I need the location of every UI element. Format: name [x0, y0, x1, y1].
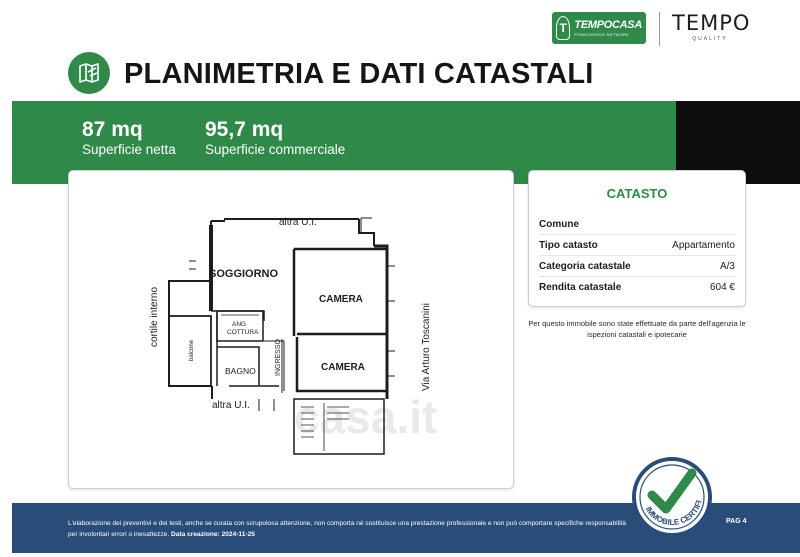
catasto-key: Rendita catastale	[539, 282, 622, 293]
tempocasa-brand-sub: FRANCHISING NETWORK	[574, 31, 630, 37]
footer-line-1: L'elaborazione dei preventivi e dei testi, anche se curata con scrupolosa attenzione, non comporta né sostituisce una prestazione professionale e non può comportare specifiche responsabilità	[68, 520, 627, 527]
footer-created-date: Data creazione: 2024-11-25	[171, 531, 255, 538]
label-angolo-line1: ANG	[232, 321, 247, 328]
catasto-key: Tipo catasto	[539, 239, 598, 251]
catasto-value: Appartamento	[672, 239, 735, 251]
catasto-row-comune	[539, 214, 735, 235]
label-balcone: balcone	[189, 339, 195, 361]
tempo-brand: TEMPO	[672, 11, 751, 35]
stat-label: Superficie commerciale	[205, 142, 346, 157]
catasto-value: 604 €	[709, 282, 735, 293]
label-angolo-line2: COTTURA	[227, 329, 259, 336]
label-camera-2: CAMERA	[321, 362, 365, 373]
catasto-key: Categoria catastale	[539, 260, 631, 272]
catasto-card	[528, 170, 746, 307]
label-via: Via Arturo Toscanini	[421, 302, 432, 391]
tempocasa-brand: TEMPOCASA	[574, 18, 642, 31]
footer-disclaimer	[68, 518, 648, 540]
watermark-text: casa.it	[294, 391, 438, 443]
stat-net-surface	[82, 118, 176, 158]
label-bottom-unit: altra U.I.	[212, 400, 250, 411]
catasto-value: A/3	[719, 260, 735, 272]
tempocasa-badge-icon: T	[556, 16, 570, 40]
label-ingresso: INGRESSO	[275, 339, 282, 376]
stat-value: 87 mq	[82, 118, 143, 141]
label-camera-1: CAMERA	[319, 294, 363, 305]
catasto-note: Per questo immobile sono state effettuate da parte dell'agenzia le ispezioni catastali e ipotecarie	[528, 319, 746, 339]
catasto-row-rendita	[539, 277, 735, 298]
tempocasa-logo	[552, 12, 646, 44]
seal-text-line1: IMMOBILE	[643, 505, 680, 527]
certified-seal-icon	[630, 455, 714, 539]
catasto-row-tipo	[539, 235, 735, 256]
floorplan-icon	[68, 52, 110, 94]
seal-text-line2: CERTIFI	[678, 499, 704, 526]
page-number: PAG 4	[726, 518, 747, 525]
tempo-brand-sub: QUALITY	[692, 36, 728, 42]
label-soggiorno: SOGGIORNO	[209, 268, 279, 280]
page-title: PLANIMETRIA E DATI CATASTALI	[124, 58, 594, 90]
label-cortile: cortile interno	[149, 286, 160, 347]
tempo-quality-logo	[672, 11, 751, 46]
stat-label: Superficie netta	[82, 142, 176, 157]
stat-commercial-surface	[205, 118, 345, 158]
catasto-title: CATASTO	[606, 186, 668, 201]
logo-divider	[659, 12, 660, 46]
footer-line-2: per involontari errori o inesattezze.	[68, 531, 170, 538]
label-top-unit: altra U.I.	[279, 217, 317, 228]
floorplan-drawing	[69, 171, 514, 489]
catasto-key: Comune	[539, 218, 579, 230]
stat-value: 95,7 mq	[205, 118, 284, 141]
catasto-table	[539, 214, 735, 298]
floorplan-card[interactable]	[68, 170, 514, 489]
label-bagno: BAGNO	[225, 366, 256, 376]
catasto-row-categoria	[539, 256, 735, 277]
